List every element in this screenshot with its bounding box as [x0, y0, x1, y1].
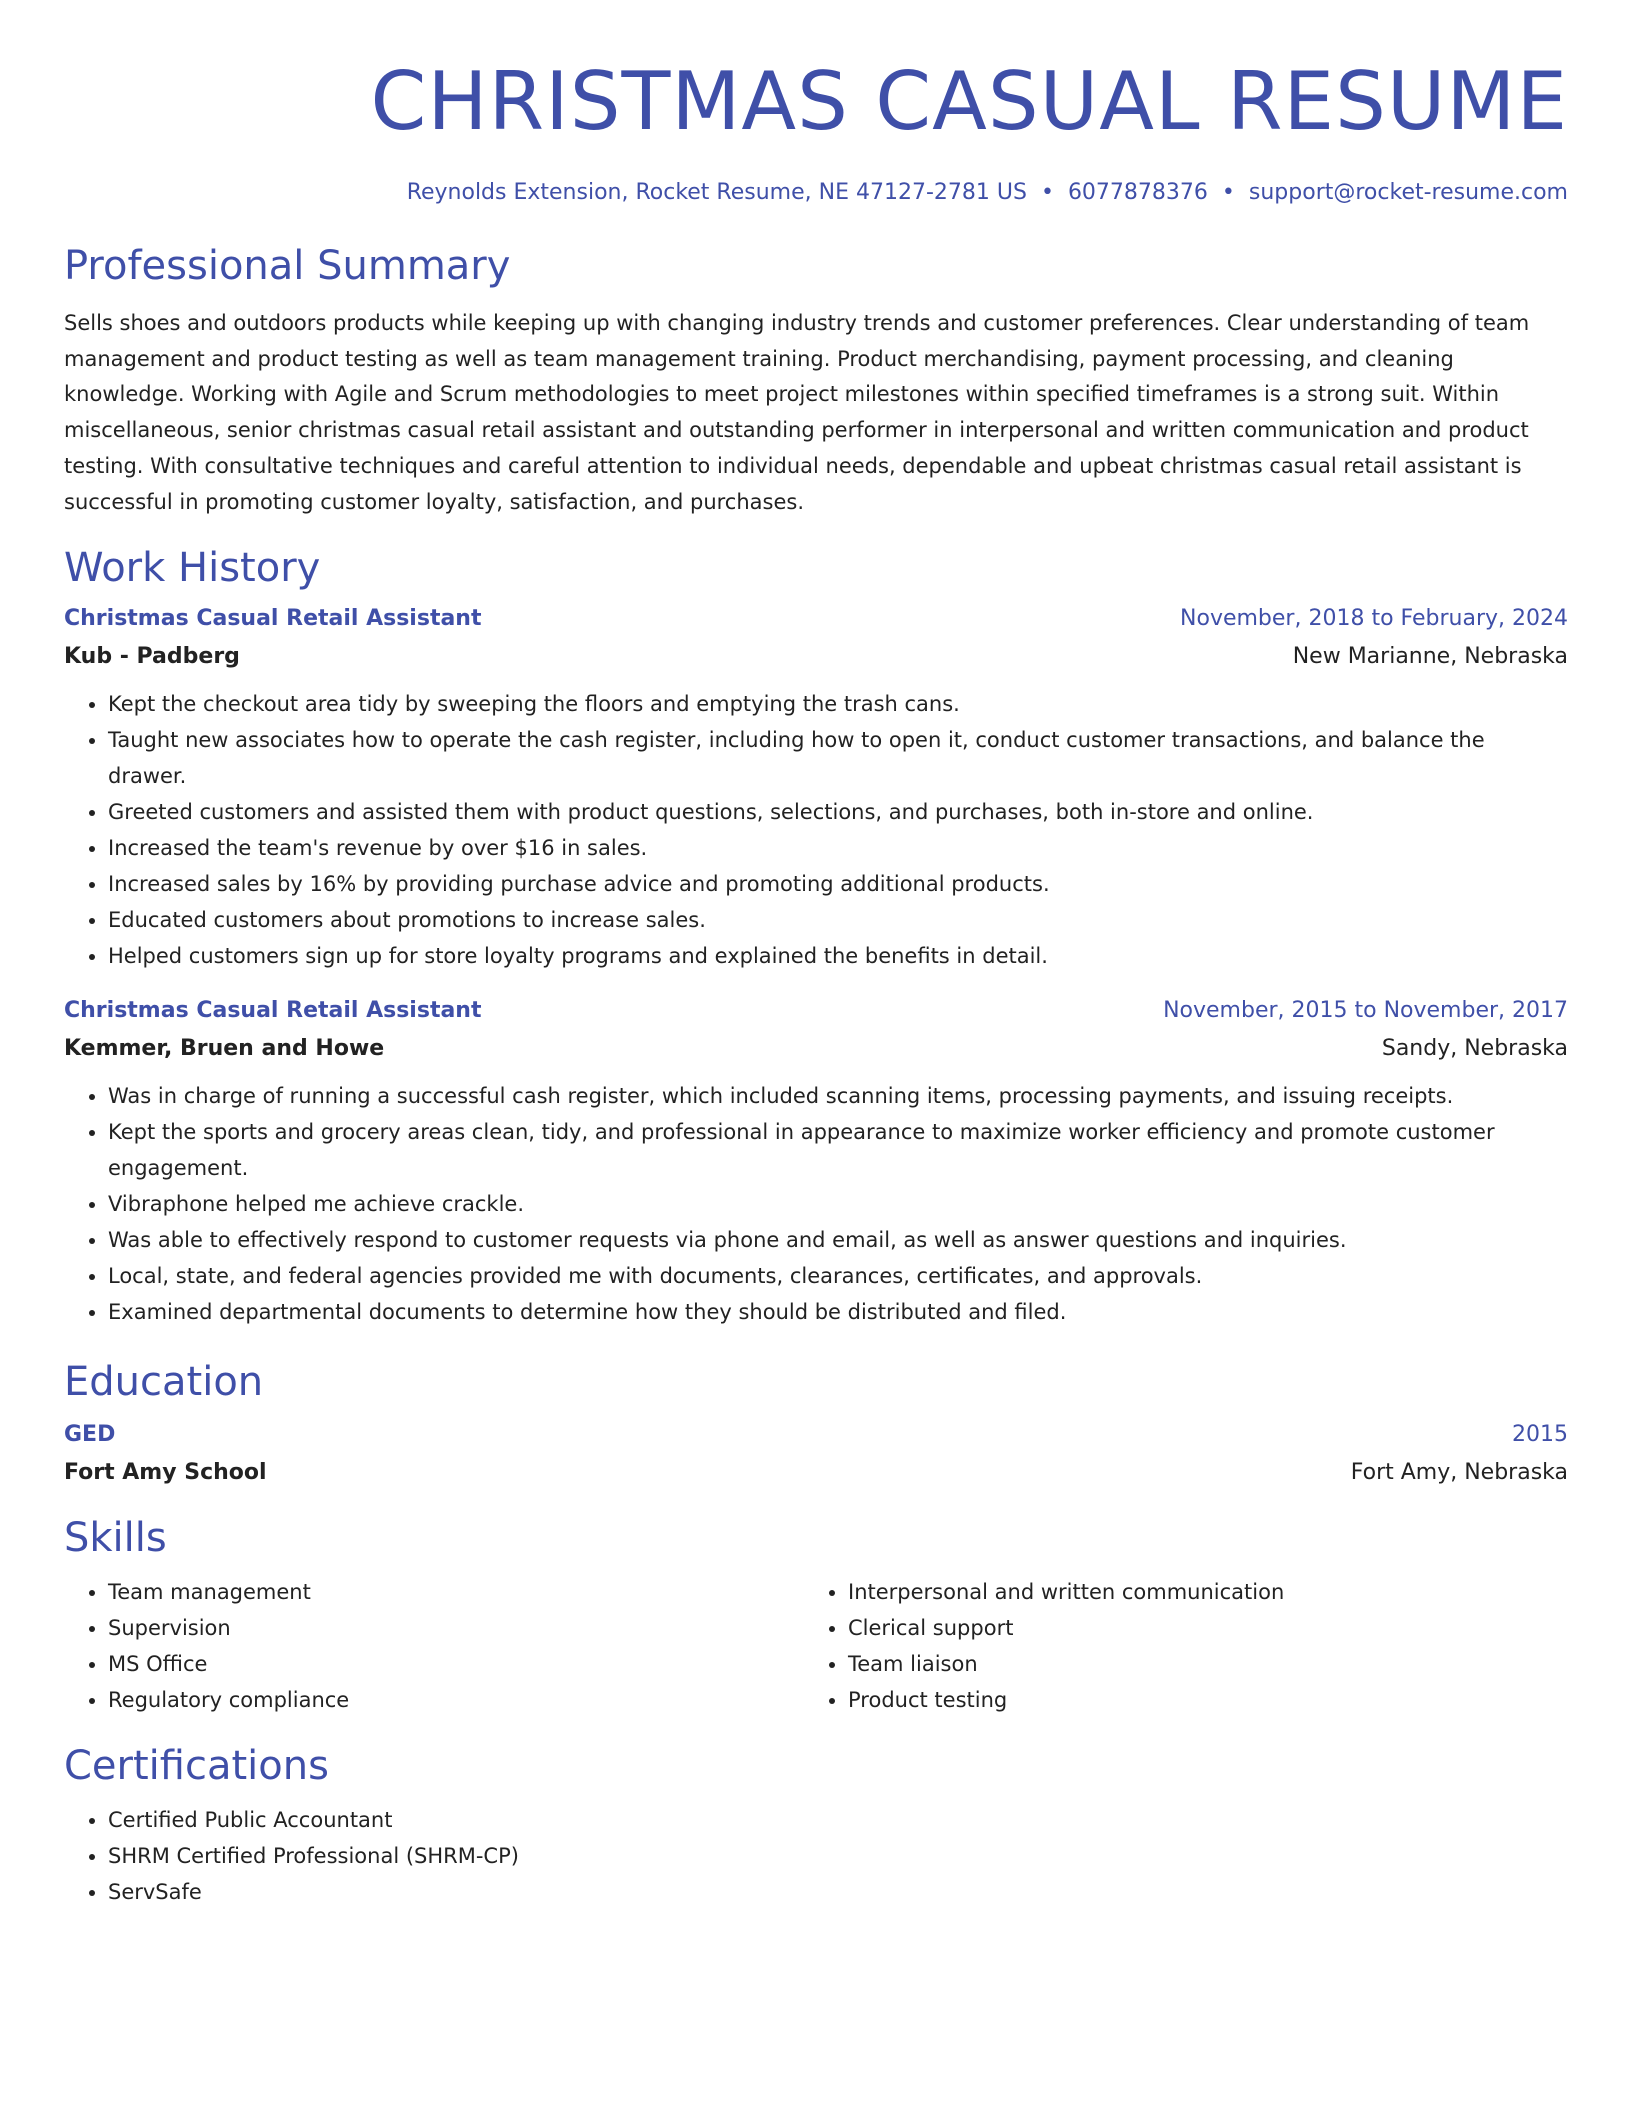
skills-column-left: [64, 1574, 804, 1718]
education-location: Fort Amy, Nebraska: [1350, 1460, 1568, 1486]
certifications-section: [64, 1742, 1568, 1910]
skills-column-right: [804, 1574, 1544, 1718]
skills-columns: [64, 1574, 1568, 1718]
job-bullets: [64, 686, 1568, 974]
certifications-list: [64, 1802, 1568, 1910]
job-company: Kub - Padberg: [64, 644, 240, 670]
job-company-row: [64, 1034, 1568, 1064]
contact-line: [64, 178, 1568, 208]
job-company: Kemmer, Bruen and Howe: [64, 1036, 385, 1062]
job-dates: November, 2018 to February, 2024: [1180, 606, 1568, 632]
work-history-heading: Work History: [64, 545, 321, 592]
list-item: • Kept the checkout area tidy by sweeping the floors and emptying the trash cans.: [108, 686, 1568, 722]
list-item: • Certified Public Accountant: [108, 1802, 1568, 1838]
list-item: • Interpersonal and written communication: [848, 1574, 1544, 1610]
education-heading: Education: [64, 1359, 264, 1406]
list-item: • Increased the team's revenue by over $16 in sales.: [108, 830, 1568, 866]
job-dates: November, 2015 to November, 2017: [1163, 998, 1568, 1024]
list-item: • Was in charge of running a successful cash register, which included scanning items, processing payments, and issuing receipts.: [108, 1078, 1568, 1114]
education-school: Fort Amy School: [64, 1460, 267, 1486]
list-item: • Clerical support: [848, 1610, 1544, 1646]
list-item: • Team management: [108, 1574, 804, 1610]
list-item: • Local, state, and federal agencies provided me with documents, clearances, certificates, and approvals.: [108, 1258, 1568, 1294]
education-section: [64, 1358, 1568, 1488]
job-title-row: [64, 996, 1568, 1026]
list-item: • Examined departmental documents to determine how they should be distributed and filed.: [108, 1294, 1568, 1330]
certifications-heading: Certifications: [64, 1743, 329, 1790]
education-degree-row: [64, 1420, 1568, 1450]
list-item: • Product testing: [848, 1682, 1544, 1718]
list-item: • Regulatory compliance: [108, 1682, 804, 1718]
summary-section: [64, 242, 1568, 520]
list-item: • Increased sales by 16% by providing purchase advice and promoting additional products.: [108, 866, 1568, 902]
list-item: • MS Office: [108, 1646, 804, 1682]
list-item: • Taught new associates how to operate the cash register, including how to open it, conduct customer transactions, and balance the drawer.: [108, 722, 1568, 794]
contact-separator: •: [1221, 180, 1235, 205]
list-item: • Was able to effectively respond to customer requests via phone and email, as well as answer questions and inquiries.: [108, 1222, 1568, 1258]
list-item: • ServSafe: [108, 1874, 1568, 1910]
education-degree: GED: [64, 1422, 116, 1448]
job-location: New Marianne, Nebraska: [1292, 644, 1568, 670]
skills-list: [64, 1574, 804, 1718]
skills-heading: Skills: [64, 1515, 167, 1562]
work-history-section: [64, 544, 1568, 1330]
education-year: 2015: [1512, 1422, 1568, 1448]
job-location: Sandy, Nebraska: [1381, 1036, 1568, 1062]
skills-section: [64, 1514, 1568, 1718]
contact-address: Reynolds Extension, Rocket Resume, NE 47127-2781 US: [406, 180, 1027, 205]
job-bullets: [64, 1078, 1568, 1330]
contact-email[interactable]: support@rocket-resume.com: [1248, 180, 1568, 205]
skills-list: [804, 1574, 1544, 1718]
list-item: • Kept the sports and grocery areas clean, tidy, and professional in appearance to maximize worker efficiency and promote customer engagement.: [108, 1114, 1568, 1186]
job-company-row: [64, 642, 1568, 672]
education-school-row: [64, 1458, 1568, 1488]
summary-heading: Professional Summary: [64, 243, 511, 289]
list-item: • Team liaison: [848, 1646, 1544, 1682]
job-entry: [64, 604, 1568, 974]
list-item: • Helped customers sign up for store loyalty programs and explained the benefits in detail.: [108, 938, 1568, 974]
contact-phone: 6077878376: [1067, 180, 1208, 205]
contact-separator: •: [1040, 180, 1054, 205]
list-item: • Greeted customers and assisted them with product questions, selections, and purchases, both in-store and online.: [108, 794, 1568, 830]
job-title: Christmas Casual Retail Assistant: [64, 998, 482, 1024]
job-title: Christmas Casual Retail Assistant: [64, 606, 482, 632]
list-item: • Educated customers about promotions to increase sales.: [108, 902, 1568, 938]
job-entry: [64, 996, 1568, 1330]
list-item: • Vibraphone helped me achieve crackle.: [108, 1186, 1568, 1222]
list-item: • Supervision: [108, 1610, 804, 1646]
resume-name: CHRISTMAS CASUAL RESUME: [370, 55, 1568, 148]
list-item: • SHRM Certified Professional (SHRM-CP): [108, 1838, 1568, 1874]
job-title-row: [64, 604, 1568, 634]
summary-text: Sells shoes and outdoors products while keeping up with changing industry trends and customer preferences. Clear understanding of team management and product testing as well as team management training. Product merchandising, payment processing, and cleaning knowledge. Working with Agile and Scrum methodologies to meet project milestones within specified timeframes is a strong suit. Within miscellaneous, senior christmas casual retail assistant and outstanding performer in interpersonal and written communication and product testing. With consultative techniques and careful attention to individual needs, dependable and upbeat christmas casual retail assistant is successful in promoting customer loyalty, satisfaction, and purchases.: [64, 311, 1530, 514]
